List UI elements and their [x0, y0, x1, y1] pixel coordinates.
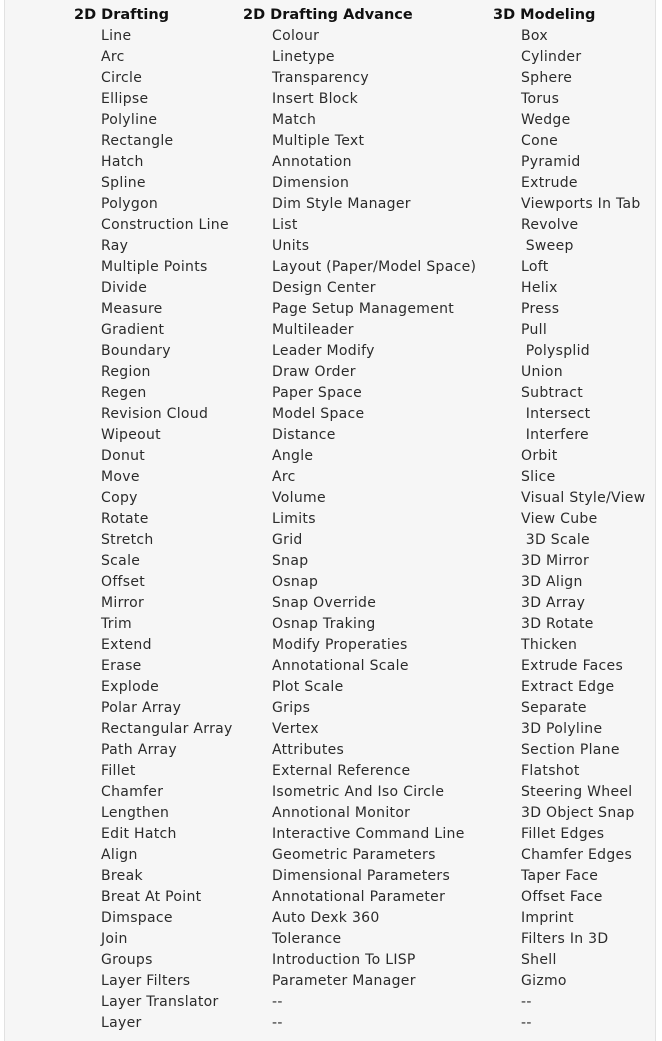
list-item: -- [272, 994, 283, 1010]
list-item: Layer Translator [101, 994, 219, 1010]
list-item: Imprint [521, 910, 574, 926]
list-item: Osnap [272, 574, 319, 590]
list-item: 3D Rotate [521, 616, 594, 632]
list-item: Colour [272, 28, 320, 44]
list-item: Groups [101, 952, 153, 968]
list-item: Torus [521, 91, 560, 107]
list-item: Trim [101, 616, 132, 632]
list-item: Lengthen [101, 805, 170, 821]
column-3d-modeling [493, 5, 645, 1034]
list-item: Layer [101, 1015, 142, 1031]
list-item: Donut [101, 448, 146, 464]
list-item: Dimension [272, 175, 350, 191]
list-item: Separate [521, 700, 587, 716]
list-item: Measure [101, 301, 163, 317]
list-item: Transparency [272, 70, 369, 86]
list-item: Polar Array [101, 700, 182, 716]
list-item: 3D Object Snap [521, 805, 635, 821]
list-item: Rectangle [101, 133, 174, 149]
list-item: Flatshot [521, 763, 580, 779]
list-item: Pyramid [521, 154, 581, 170]
list-item: Hatch [101, 154, 144, 170]
list-item: Intersect [521, 406, 591, 422]
list-item: Page Setup Management [272, 301, 455, 317]
list-item: Distance [272, 427, 336, 443]
list-item: Region [101, 364, 151, 380]
list-item: 3D Align [521, 574, 583, 590]
list-item: Ray [101, 238, 129, 254]
list-item: Divide [101, 280, 148, 296]
column-2d-drafting-advance [243, 5, 476, 1034]
list-item: Introduction To LISP [272, 952, 416, 968]
list-item: Isometric And Iso Circle [272, 784, 445, 800]
list-item: Rotate [101, 511, 149, 527]
list-item: Annotational Parameter [272, 889, 446, 905]
list-item: -- [521, 1015, 532, 1031]
list-item: Steering Wheel [521, 784, 633, 800]
list-item: Circle [101, 70, 143, 86]
list-item: Annotational Scale [272, 658, 409, 674]
list-item: Leader Modify [272, 343, 375, 359]
list-item: Cylinder [521, 49, 582, 65]
column-2d-drafting [5, 5, 233, 1034]
list-item: Fillet [101, 763, 136, 779]
list-item: Shell [521, 952, 557, 968]
column-header: 2D Drafting Advance [243, 7, 413, 23]
list-item: Grid [272, 532, 303, 548]
list-item: Orbit [521, 448, 558, 464]
list-item: Extrude Faces [521, 658, 624, 674]
list-item: Grips [272, 700, 311, 716]
list-item: Plot Scale [272, 679, 344, 695]
list-item: Viewports In Tab [521, 196, 641, 212]
list-item: Ellipse [101, 91, 149, 107]
list-item: Polyline [101, 112, 158, 128]
list-item: Join [101, 931, 128, 947]
list-item: Erase [101, 658, 142, 674]
list-item: Edit Hatch [101, 826, 177, 842]
list-item: Filters In 3D [521, 931, 609, 947]
list-item: Geometric Parameters [272, 847, 436, 863]
list-item: Taper Face [521, 868, 599, 884]
list-item: Construction Line [101, 217, 229, 233]
list-item: Insert Block [272, 91, 359, 107]
list-item: Interactive Command Line [272, 826, 465, 842]
list-item: Wedge [521, 112, 571, 128]
list-item: Paper Space [272, 385, 363, 401]
list-item: Stretch [101, 532, 154, 548]
list-item: Gizmo [521, 973, 567, 989]
column-header: 2D Drafting [74, 7, 170, 23]
list-item: Subtract [521, 385, 584, 401]
list-item: 3D Mirror [521, 553, 590, 569]
list-item: Move [101, 469, 140, 485]
list-item: Revolve [521, 217, 579, 233]
list-item: Sweep [521, 238, 574, 254]
list-item: Snap [272, 553, 309, 569]
list-item: Tolerance [272, 931, 342, 947]
list-item: Arc [101, 49, 125, 65]
list-item: Arc [272, 469, 296, 485]
list-item: Angle [272, 448, 314, 464]
list-item: Boundary [101, 343, 171, 359]
list-item: Model Space [272, 406, 365, 422]
list-item: Volume [272, 490, 326, 506]
list-item: Regen [101, 385, 147, 401]
list-item: Box [521, 28, 548, 44]
commands-table [4, 0, 656, 1041]
list-item: Helix [521, 280, 558, 296]
list-item: Align [101, 847, 138, 863]
list-item: Match [272, 112, 317, 128]
list-item: List [272, 217, 298, 233]
list-item: 3D Scale [521, 532, 590, 548]
list-item: Layout (Paper/Model Space) [272, 259, 477, 275]
list-item: Offset [101, 574, 146, 590]
list-item: Design Center [272, 280, 376, 296]
list-item: Spline [101, 175, 146, 191]
item-list [243, 26, 476, 1034]
list-item: Dimensional Parameters [272, 868, 451, 884]
list-item: View Cube [521, 511, 598, 527]
list-item: Union [521, 364, 563, 380]
list-item: Revision Cloud [101, 406, 209, 422]
list-item: Extend [101, 637, 152, 653]
list-item: Dim Style Manager [272, 196, 411, 212]
list-item: Gradient [101, 322, 165, 338]
item-list [5, 26, 233, 1034]
list-item: Wipeout [101, 427, 161, 443]
list-item: Attributes [272, 742, 345, 758]
item-list [493, 26, 645, 1034]
list-item: Modify Properaties [272, 637, 408, 653]
list-item: Slice [521, 469, 556, 485]
list-item: Draw Order [272, 364, 356, 380]
list-item: Section Plane [521, 742, 620, 758]
list-item: Explode [101, 679, 160, 695]
list-item: Annotation [272, 154, 352, 170]
list-item: Visual Style/View [521, 490, 646, 506]
list-item: -- [272, 1015, 283, 1031]
list-item: Fillet Edges [521, 826, 605, 842]
list-item: Dimspace [101, 910, 173, 926]
list-item: Auto Dexk 360 [272, 910, 380, 926]
list-item: Mirror [101, 595, 145, 611]
list-item: Thicken [521, 637, 578, 653]
list-item: Sphere [521, 70, 573, 86]
list-item: Extrude [521, 175, 578, 191]
list-item: Break [101, 868, 143, 884]
list-item: Polygon [101, 196, 159, 212]
list-item: Multiple Text [272, 133, 365, 149]
list-item: External Reference [272, 763, 411, 779]
list-item: Chamfer Edges [521, 847, 633, 863]
list-item: Pull [521, 322, 548, 338]
list-item: Osnap Traking [272, 616, 376, 632]
list-item: Layer Filters [101, 973, 191, 989]
list-item: Breat At Point [101, 889, 202, 905]
list-item: Scale [101, 553, 141, 569]
list-item: Loft [521, 259, 549, 275]
list-item: Offset Face [521, 889, 603, 905]
list-item: Multileader [272, 322, 354, 338]
list-item: Rectangular Array [101, 721, 233, 737]
list-item: Limits [272, 511, 316, 527]
list-item: -- [521, 994, 532, 1010]
list-item: Parameter Manager [272, 973, 416, 989]
list-item: Units [272, 238, 310, 254]
column-header: 3D Modeling [493, 7, 596, 23]
list-item: Snap Override [272, 595, 377, 611]
list-item: Interfere [521, 427, 589, 443]
list-item: Chamfer [101, 784, 164, 800]
list-item: Extract Edge [521, 679, 615, 695]
list-item: Polysplid [521, 343, 590, 359]
list-item: Path Array [101, 742, 177, 758]
list-item: Annotional Monitor [272, 805, 411, 821]
list-item: Linetype [272, 49, 335, 65]
list-item: Cone [521, 133, 559, 149]
list-item: Vertex [272, 721, 319, 737]
list-item: Line [101, 28, 132, 44]
list-item: Multiple Points [101, 259, 208, 275]
list-item: 3D Array [521, 595, 586, 611]
list-item: Copy [101, 490, 138, 506]
list-item: 3D Polyline [521, 721, 603, 737]
list-item: Press [521, 301, 560, 317]
